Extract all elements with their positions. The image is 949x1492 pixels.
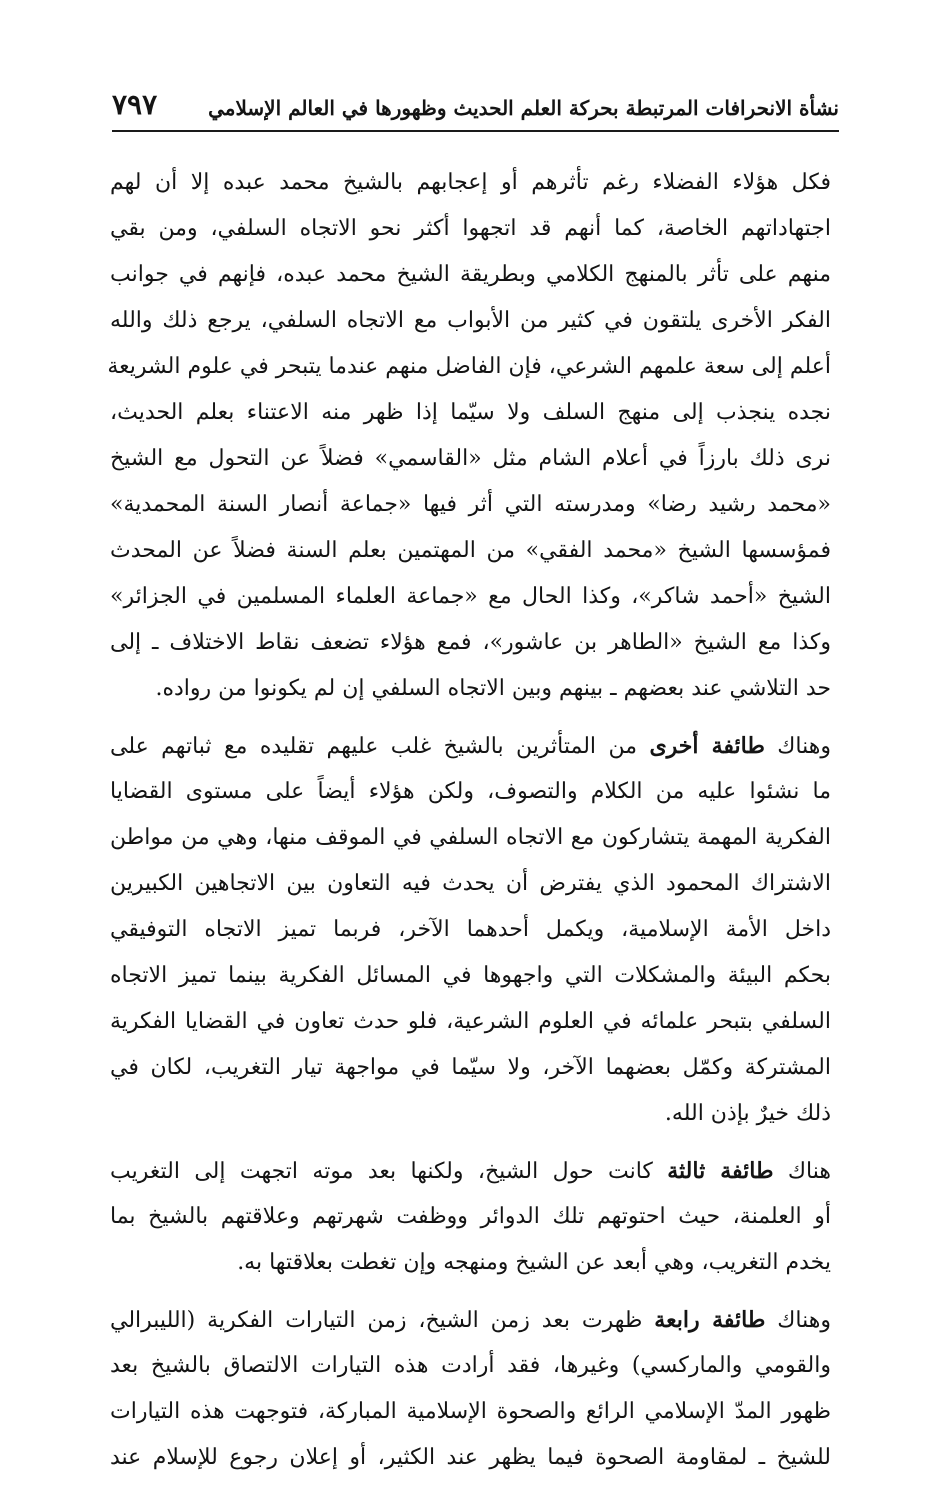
- text-line: يخدم التغريب، وهي أبعد عن الشيخ ومنهجه وإن تغطت بعلاقتها به.: [237, 1250, 831, 1275]
- text-line: الشيخ «أحمد شاكر»، وكذا الحال مع «جماعة العلماء المسلمين في الجزائر»: [110, 584, 831, 609]
- body-text: [107, 160, 831, 1492]
- text-line: بحكم البيئة والمشكلات التي واجهوها في المسائل الفكرية بينما تميز الاتجاه: [110, 963, 831, 988]
- line-rest-text: ظهرت بعد زمن الشيخ، زمن التيارات الفكرية (الليبرالي: [110, 1308, 655, 1333]
- text-line: للشيخ ـ لمقاومة الصحوة فيما يظهر عند الكثير، أو إعلان رجوع للإسلام عند: [110, 1445, 831, 1470]
- text-line: الاشتراك المحمود الذي يفترض أن يحدث فيه التعاون بين الاتجاهين الكبيرين: [110, 871, 831, 896]
- page-number: ٧٩٧: [112, 88, 158, 121]
- line-start-text: وهناك: [765, 1308, 831, 1333]
- text-line: السلفي بتبحر علمائه في العلوم الشرعية، فلو حدث تعاون في القضايا الفكرية: [110, 1009, 831, 1034]
- text-line: حد التلاشي عند بعضهم ـ بينهم وبين الاتجاه السلفي إن لم يكونوا من رواده.: [155, 676, 831, 701]
- paragraph: [110, 1148, 831, 1286]
- text-line: أعلم إلى سعة علمهم الشرعي، فإن الفاضل منهم عندما يتبحر في علوم الشريعة: [107, 354, 831, 379]
- text-line: [110, 723, 831, 769]
- header-rule: [112, 130, 839, 132]
- text-line: نجده ينجذب إلى منهج السلف ولا سيّما إذا ظهر منه الاعتناء بعلم الحديث،: [110, 400, 831, 425]
- line-start-text: هناك: [773, 1159, 831, 1184]
- text-line: فمؤسسها الشيخ «محمد الفقي» من المهتمين بعلم السنة فضلاً عن المحدث: [110, 538, 831, 563]
- text-line: والقومي والماركسي) وغيرها، فقد أرادت هذه التيارات الالتصاق بالشيخ بعد: [110, 1353, 831, 1378]
- text-line: [110, 1297, 831, 1343]
- running-title: نشأة الانحرافات المرتبطة بحركة العلم الحديث وظهورها في العالم الإسلامي: [208, 96, 839, 120]
- text-line: ما نشئوا عليه من الكلام والتصوف، ولكن هؤلاء أيضاً على مستوى القضايا: [110, 779, 831, 804]
- text-line: [110, 1148, 831, 1194]
- text-line: اجتهاداتهم الخاصة، كما أنهم قد اتجهوا أكثر نحو الاتجاه السلفي، ومن بقي: [110, 216, 831, 241]
- text-line: الفكرية المهمة يتشاركون مع الاتجاه السلفي في الموقف منها، وهي من مواطن: [110, 825, 831, 850]
- paragraph: [107, 160, 831, 712]
- line-rest-text: من المتأثرين بالشيخ غلب عليهم تقليده مع ثباتهم على: [110, 734, 650, 759]
- highlighted-phrase: طائفة رابعة: [654, 1307, 766, 1333]
- line-start-text: وهناك: [764, 734, 831, 759]
- text-line: المشتركة وكمّل بعضهما الآخر، ولا سيّما في مواجهة تيار التغريب، لكان في: [110, 1055, 831, 1080]
- page-header: [112, 86, 839, 134]
- text-line: أو العلمنة، حيث احتوتهم تلك الدوائر ووظفت شهرتهم وعلاقتهم بالشيخ بما: [110, 1204, 831, 1229]
- paragraph: [110, 723, 831, 1137]
- highlighted-phrase: طائفة ثالثة: [667, 1158, 774, 1184]
- text-line: منهم على تأثر بالمنهج الكلامي وبطريقة الشيخ محمد عبده، فإنهم في جوانب: [110, 262, 831, 287]
- highlighted-phrase: طائفة أخرى: [649, 733, 765, 759]
- line-rest-text: كانت حول الشيخ، ولكنها بعد موته اتجهت إلى التغريب: [110, 1159, 668, 1184]
- text-line: ذلك خيرٌ بإذن الله.: [664, 1101, 831, 1126]
- paragraph: [110, 1297, 831, 1481]
- text-line: ظهور المدّ الإسلامي الرائع والصحوة الإسلامية المباركة، فتوجهت هذه التيارات: [110, 1399, 831, 1424]
- text-line: نرى ذلك بارزاً في أعلام الشام مثل «القاسمي» فضلاً عن التحول مع الشيخ: [110, 446, 831, 471]
- text-line: وكذا مع الشيخ «الطاهر بن عاشور»، فمع هؤلاء تضعف نقاط الاختلاف ـ إلى: [110, 630, 831, 655]
- text-line: فكل هؤلاء الفضلاء رغم تأثرهم أو إعجابهم بالشيخ محمد عبده إلا أن لهم: [110, 170, 831, 195]
- text-line: الفكر الأخرى يلتقون في كثير من الأبواب مع الاتجاه السلفي، يرجع ذلك والله: [110, 308, 831, 333]
- text-line: «محمد رشيد رضا» ومدرسته التي أثر فيها «جماعة أنصار السنة المحمدية»: [110, 492, 831, 517]
- text-line: داخل الأمة الإسلامية، ويكمل أحدهما الآخر، فربما تميز الاتجاه التوفيقي: [110, 917, 831, 942]
